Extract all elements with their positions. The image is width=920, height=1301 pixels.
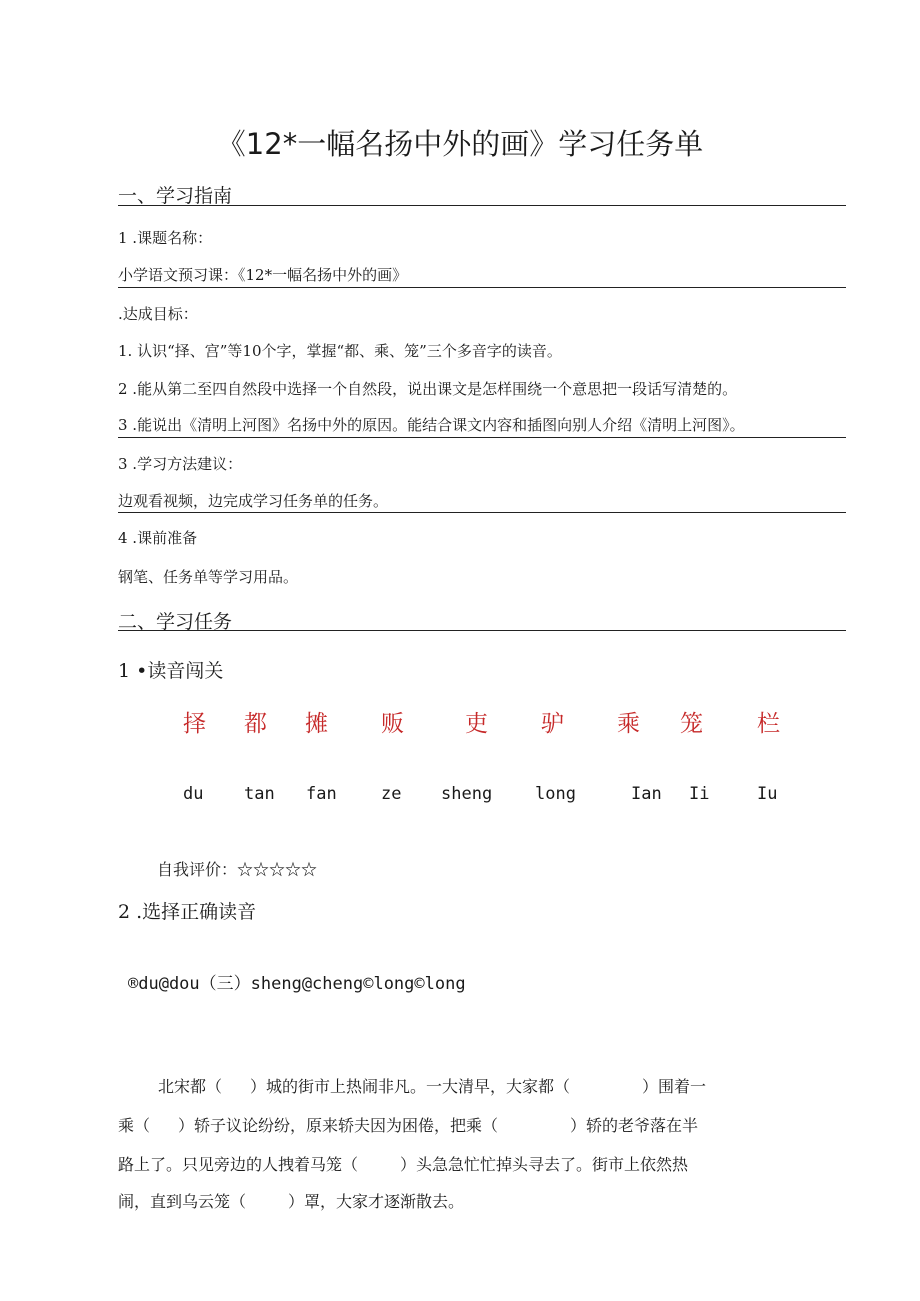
pinyin: fan [306, 784, 337, 804]
goal-2: 2 .能从第二至四自然段中选择一个自然段，说出课文是怎样围绕一个意思把一段话写清楚的。 [118, 380, 738, 398]
pinyin: du [183, 784, 204, 804]
preparation-label: 4 .课前准备 [118, 529, 198, 547]
text: ）轿子议论纷纷，原来轿夫因为困倦，把乘（ [178, 1116, 499, 1135]
preparation-value: 钢笔、任务单等学习用品。 [118, 568, 299, 586]
text: 北宋都（ [158, 1077, 223, 1096]
character: 笼 [680, 711, 703, 737]
character: 驴 [541, 711, 564, 737]
text: ）罩，大家才逐渐散去。 [288, 1192, 465, 1211]
character: 栏 [757, 711, 780, 737]
divider [118, 630, 846, 631]
character: 摊 [305, 711, 328, 737]
goal-3: 3 .能说出《清明上河图》名扬中外的原因。能结合课文内容和插图向别人介绍《清明上河图》。 [118, 416, 745, 434]
character: 乘 [617, 711, 640, 737]
paragraph-line-2 [118, 1113, 698, 1136]
pinyin: ze [381, 784, 402, 804]
task1-label: 1 •读音闯关 [118, 660, 224, 682]
text: ）轿的老爷落在半 [570, 1116, 699, 1135]
method-label: 3 .学习方法建议： [118, 455, 243, 473]
paragraph-line-1 [158, 1074, 706, 1097]
pinyin: long [535, 784, 576, 804]
text: 乘（ [118, 1116, 151, 1135]
page-title: 《12*一幅名扬中外的画》学习任务单 [216, 127, 704, 161]
character: 吏 [465, 711, 488, 737]
text: ）围着一 [642, 1077, 707, 1096]
pinyin: Ii [689, 784, 710, 804]
section-heading-study-tasks: 二、学习任务 [118, 611, 233, 633]
text: 路上了。只见旁边的人拽着马笼（ [118, 1155, 359, 1174]
section-heading-study-guide: 一、学习指南 [118, 185, 233, 207]
topic-label: 1 .课题名称： [118, 229, 213, 247]
divider [118, 287, 846, 288]
method-value: 边观看视频，边完成学习任务单的任务。 [118, 492, 389, 510]
topic-value: 小学语文预习课：《12*一幅名扬中外的画》 [118, 266, 408, 284]
divider [118, 437, 846, 438]
goal-1: 1. 认识“择、宫”等10个字，掌握“都、乘、笼”三个多音字的读音。 [118, 342, 562, 360]
goals-label: .达成目标： [118, 305, 198, 323]
paragraph-line-4 [118, 1189, 464, 1212]
self-evaluation: 自我评价：☆☆☆☆☆ [157, 860, 318, 879]
text: ）城的街市上热闹非凡。一大清早，大家都（ [250, 1077, 571, 1096]
pronunciation-options: ®du@dou（三）sheng@cheng©long©long [128, 974, 466, 994]
task2-label: 2 .选择正确读音 [118, 901, 257, 923]
pinyin: Ian [631, 784, 662, 804]
pinyin: sheng [441, 784, 493, 804]
text: 闹，直到乌云笼（ [118, 1192, 247, 1211]
pinyin: tan [244, 784, 275, 804]
paragraph-line-3 [118, 1152, 688, 1175]
pinyin: Iu [757, 784, 778, 804]
text: ）头急急忙忙掉头寻去了。街市上依然热 [400, 1155, 689, 1174]
character: 贩 [381, 711, 404, 737]
divider [118, 512, 846, 513]
divider [118, 205, 846, 206]
character: 都 [244, 711, 267, 737]
character: 择 [183, 711, 206, 737]
